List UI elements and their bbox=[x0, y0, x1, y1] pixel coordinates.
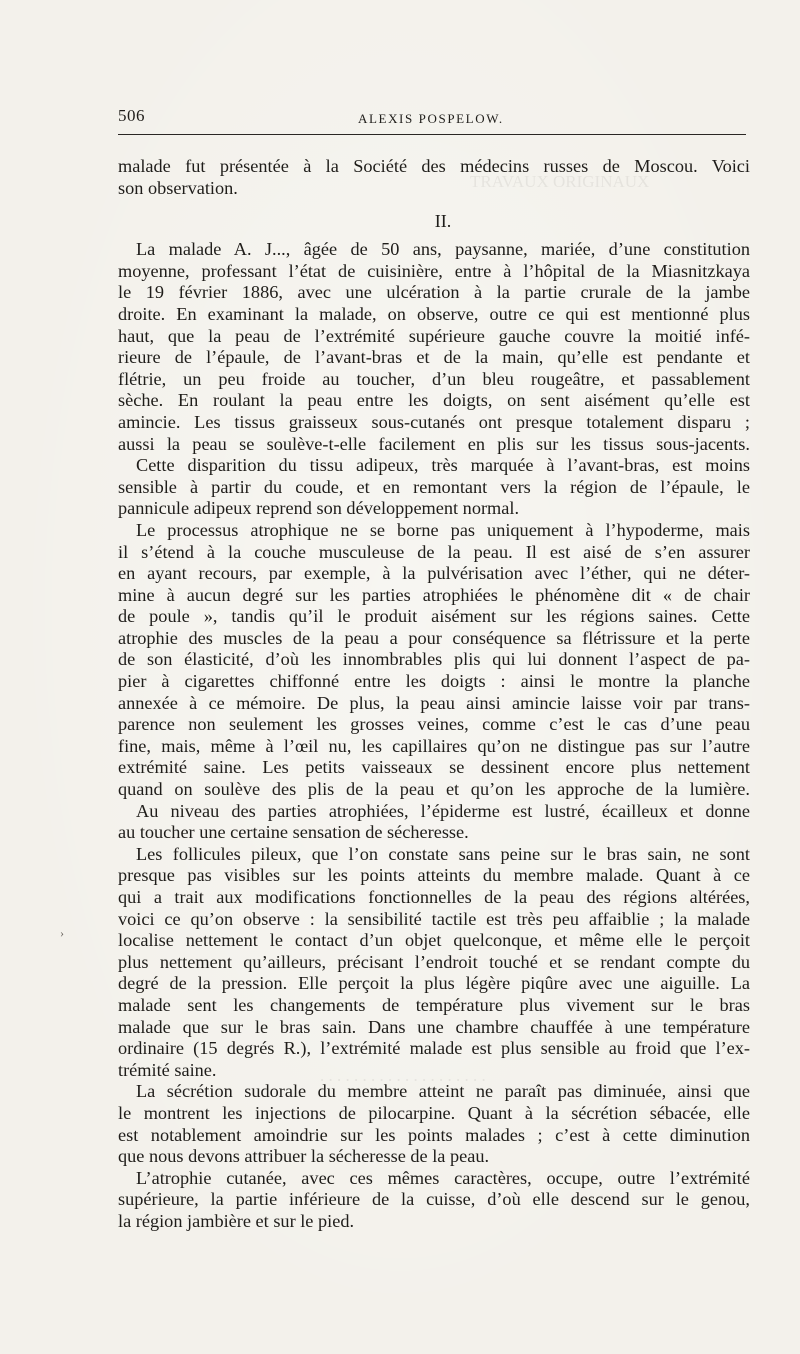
text-line: Les follicules pileux, que l’on constate sans peine sur le bras sain, ne sont bbox=[136, 843, 750, 864]
show-through-text: . . . . . . . . . . . . . . . . . . . . bbox=[320, 1066, 486, 1085]
text-line: extrémité saine. Les petits vaisseaux se dessinent encore plus nettement bbox=[118, 757, 750, 778]
paragraph bbox=[118, 239, 750, 455]
text-line: que nous devons attribuer la sécheresse de la peau. bbox=[118, 1146, 490, 1167]
text-line: sèche. En roulant la peau entre les doigts, on sent aisément qu’elle est bbox=[118, 390, 750, 411]
text-line: Le processus atrophique ne se borne pas uniquement à l’hypoderme, mais bbox=[136, 519, 750, 540]
text-line: La malade A. J..., âgée de 50 ans, paysanne, mariée, d’une constitution bbox=[136, 239, 750, 260]
text-line: presque pas visibles sur les points atteints du membre malade. Quant à ce bbox=[118, 865, 750, 886]
text-line: atrophie des muscles de la peau a pour conséquence sa flétrissure et la perte bbox=[118, 627, 750, 648]
body-text bbox=[118, 156, 750, 1233]
text-line: rieure de l’épaule, de l’avant-bras et de la main, qu’elle est pendante et bbox=[118, 347, 750, 368]
text-line: supérieure, la partie inférieure de la cuisse, d’où elle descend sur le genou, bbox=[118, 1189, 750, 1210]
text-line: degré de la pression. Elle perçoit la plus légère piqûre avec une aiguille. La bbox=[118, 973, 750, 994]
text-line: ordinaire (15 degrés R.), l’extrémité malade est plus sensible au froid que l’ex- bbox=[118, 1038, 750, 1059]
text-line: quand on soulève des plis de la peau et qu’on les approche de la lumière. bbox=[118, 779, 750, 800]
text-line: qui a trait aux modifications fonctionnelles de la peau des régions altérées, bbox=[118, 887, 750, 907]
text-line: localise nettement le contact d’un objet quelconque, et même elle le perçoit bbox=[118, 930, 750, 951]
text-line: mine à aucun degré sur les parties atrophiées le phénomène dit « de chair bbox=[118, 584, 750, 605]
text-line: trémité saine. bbox=[118, 1059, 217, 1080]
paragraph bbox=[118, 520, 750, 801]
text-line: pier à cigarettes chiffonné entre les doigts : ainsi le montre la planche bbox=[118, 671, 750, 692]
text-line: haut, que la peau de l’extrémité supérieure gauche couvre la moitié infé- bbox=[118, 325, 750, 346]
text-line: est notablement amoindrie sur les points malades ; c’est à cette diminution bbox=[118, 1124, 750, 1145]
text-line: de son élasticité, d’où les innombrables plis qui lui donnent l’aspect de pa- bbox=[118, 649, 750, 670]
paragraph bbox=[118, 1168, 750, 1233]
show-through-text: TRAVAUX ORIGINAUX bbox=[470, 172, 650, 191]
text-line: parence non seulement les grosses veines, comme c’est le cas d’une peau bbox=[118, 714, 750, 735]
text-line: L’atrophie cutanée, avec ces mêmes caractères, occupe, outre l’extrémité bbox=[136, 1167, 750, 1188]
text-line: moyenne, professant l’état de cuisinière, entre à l’hôpital de la Miasnitzkaya bbox=[118, 260, 750, 281]
text-line: plus nettement qu’ailleurs, précisant l’endroit touché et se rendant compte du bbox=[118, 951, 750, 972]
text-line: malade fut présentée à la Société des médecins russes de Moscou. Voici bbox=[118, 156, 750, 176]
text-line: malade sent les changements de température plus vivement sur le bras bbox=[118, 994, 750, 1015]
text-line: Cette disparition du tissu adipeux, très marquée à l’avant-bras, est moins bbox=[136, 455, 750, 476]
text-line: Au niveau des parties atrophiées, l’épiderme est lustré, écailleux et donne bbox=[136, 800, 750, 821]
paragraph bbox=[118, 455, 750, 520]
running-head: ALEXIS POSPELOW. bbox=[358, 111, 504, 126]
page-number: 506 bbox=[118, 106, 145, 125]
text-line: flétrie, un peu froide au toucher, d’un bleu rougeâtre, et passablement bbox=[118, 368, 750, 389]
text-line: de poule », tandis qu’il le produit aisément sur les régions saines. Cette bbox=[118, 606, 750, 627]
text-line: pannicule adipeux reprend son développement normal. bbox=[118, 498, 520, 519]
text-line: amincie. Les tissus graisseux sous-cutanés ont presque totalement disparu ; bbox=[118, 411, 750, 432]
paragraph bbox=[118, 844, 750, 1082]
text-line: sensible à partir du coude, et en remontant vers la région de l’épaule, le bbox=[118, 476, 750, 497]
text-line: annexée à ce mémoire. De plus, la peau ainsi amincie laisse voir par trans- bbox=[118, 692, 750, 713]
section-heading: II. bbox=[434, 211, 452, 232]
text-line: au toucher une certaine sensation de sécheresse. bbox=[118, 822, 469, 843]
text-line: la région jambière et sur le pied. bbox=[118, 1210, 355, 1231]
paragraph bbox=[118, 1081, 750, 1167]
page-header bbox=[118, 106, 746, 135]
text-line: le montrent les injections de pilocarpine. Quant à la sécrétion sébacée, elle bbox=[118, 1102, 750, 1123]
spacer bbox=[118, 199, 750, 209]
text-line: La sécrétion sudorale du membre atteint ne paraît pas diminuée, ainsi que bbox=[136, 1081, 750, 1102]
text-line: en ayant recours, par exemple, à la pulvérisation avec l’éther, qui ne déter- bbox=[118, 563, 750, 584]
text-line: droite. En examinant la malade, on observe, outre ce qui est mentionné plus bbox=[118, 303, 750, 324]
text-line: voici ce qu’on observe : la sensibilité tactile est très peu affaiblie ; la malade bbox=[118, 908, 750, 929]
text-line: aussi la peau se soulève-t-elle facilement en plis sur les tissus sous-jacents. bbox=[118, 433, 750, 454]
paragraph bbox=[118, 801, 750, 844]
text-line: malade que sur le bras sain. Dans une chambre chauffée à une température bbox=[118, 1016, 750, 1037]
text-line: fine, mais, même à l’œil nu, les capillaires qu’on ne distingue pas sur l’autre bbox=[118, 735, 750, 756]
text-line: le 19 février 1886, avec une ulcération à la partie crurale de la jambe bbox=[118, 282, 750, 303]
margin-mark: › bbox=[60, 926, 64, 940]
text-line: il s’étend à la couche musculeuse de la peau. Il est aisé de s’en assurer bbox=[118, 541, 750, 562]
text-line: son observation. bbox=[118, 177, 238, 198]
